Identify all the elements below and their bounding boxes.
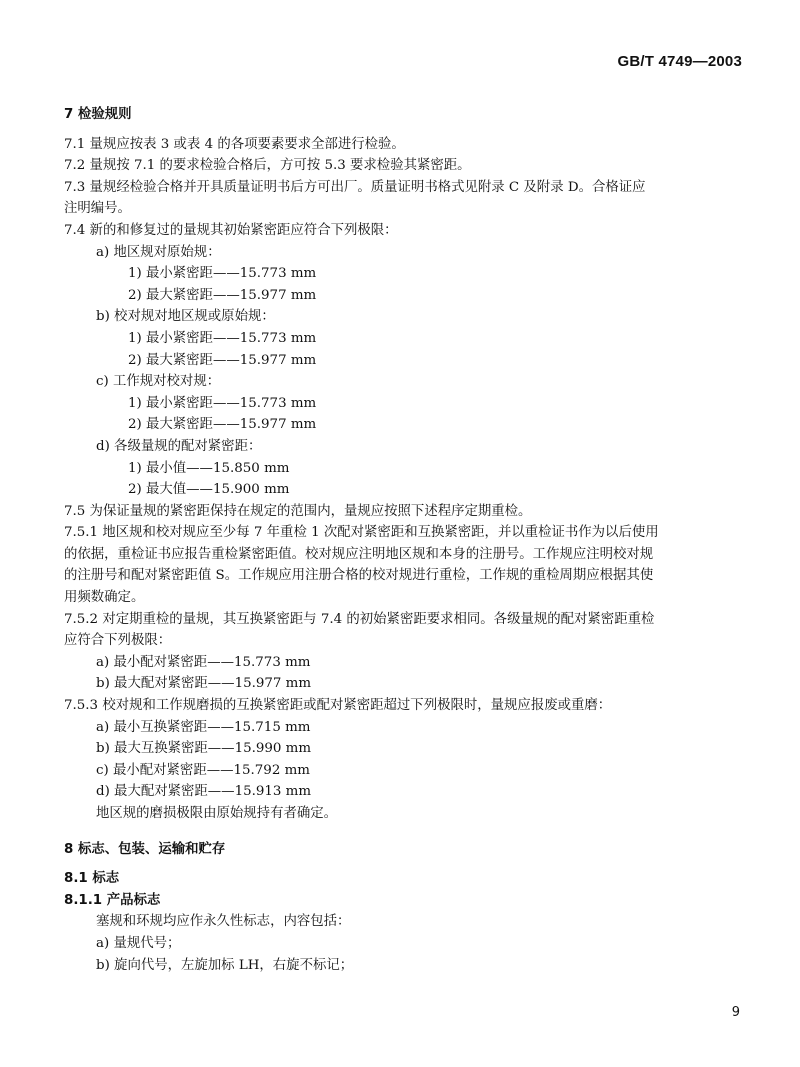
clause-7-5-3: 7.5.3 校对规和工作规磨损的互换紧密距或配对紧密距超过下列极限时，量规应报废或重磨：: [64, 698, 612, 714]
clause-7-5-1-line2: 的依据，重检证书应报告重检紧密距值。校对规应注明地区规和本身的注册号。工作规应注明校对规: [64, 546, 654, 562]
clause-7-1: 7.1 量规应按表 3 或表 4 的各项要素要求全部进行检验。: [64, 136, 405, 152]
list-item-thread-direction: b) 旋向代号，左旋加标 LH，右旋不标记；: [96, 957, 354, 973]
clause-7-5-2-line2: 应符合下列极限：: [64, 633, 172, 649]
page-number: 9: [731, 1005, 740, 1020]
list-item-max-pair-wear: d) 最大配对紧密距——15.913 mm: [96, 784, 312, 800]
clause-8-1: 8.1 标志: [64, 871, 120, 887]
clause-7-3-line1: 7.3 量规经检验合格并开具质量证明书后方可出厂。质量证明书格式见附录 C 及附录 D。合格证应: [64, 179, 646, 195]
list-item-gauge-code: a) 量规代号；: [96, 935, 181, 951]
clause-8-1-1: 8.1.1 产品标志: [64, 892, 161, 908]
list-subitem-d1: 1) 最小值——15.850 mm: [128, 460, 290, 476]
list-item-b: b) 校对规对地区规或原始规：: [96, 309, 275, 325]
clause-8-1-1-text: 塞规和环规均应作永久性标志，内容包括：: [96, 914, 351, 930]
standard-number: GB/T 4749—2003: [617, 53, 742, 70]
document-body: [64, 96, 744, 976]
list-item-max-interchange: b) 最大互换紧密距——15.990 mm: [96, 741, 312, 757]
list-item-min-pair-wear: c) 最小配对紧密距——15.792 mm: [96, 762, 311, 778]
list-item-min-interchange: a) 最小互换紧密距——15.715 mm: [96, 719, 311, 735]
list-subitem-a1: 1) 最小紧密距——15.773 mm: [128, 266, 317, 282]
list-subitem-a2: 2) 最大紧密距——15.977 mm: [128, 287, 317, 303]
clause-7-2: 7.2 量规按 7.1 的要求检验合格后，方可按 5.3 要求检验其紧密距。: [64, 158, 471, 174]
list-item-a: a) 地区规对原始规：: [96, 244, 221, 260]
list-item-max-pair: b) 最大配对紧密距——15.977 mm: [96, 676, 312, 692]
list-subitem-b2: 2) 最大紧密距——15.977 mm: [128, 352, 317, 368]
list-subitem-c1: 1) 最小紧密距——15.773 mm: [128, 395, 317, 411]
wear-limit-note: 地区规的磨损极限由原始规持有者确定。: [96, 806, 338, 821]
clause-7-5-1-line3: 的注册号和配对紧密距值 S。工作规应用注册合格的校对规进行重检，工作规的重检周期应根据其使: [64, 568, 654, 584]
clause-7-3-line2: 注明编号。: [64, 201, 131, 217]
list-item-min-pair: a) 最小配对紧密距——15.773 mm: [96, 654, 311, 670]
section-7-title: 7 检验规则: [64, 107, 132, 122]
list-subitem-d2: 2) 最大值——15.900 mm: [128, 482, 290, 498]
section-8-title: 8 标志、包装、运输和贮存: [64, 841, 226, 857]
clause-7-5-1-line1: 7.5.1 地区规和校对规应至少每 7 年重检 1 次配对紧密距和互换紧密距，并以重检证书作为以后使用: [64, 525, 659, 541]
clause-7-5-2-line1: 7.5.2 对定期重检的量规，其互换紧密距与 7.4 的初始紧密距要求相同。各级量规的配对紧密距重检: [64, 611, 655, 627]
clause-7-4: 7.4 新的和修复过的量规其初始紧密距应符合下列极限：: [64, 222, 398, 238]
list-subitem-b1: 1) 最小紧密距——15.773 mm: [128, 330, 317, 346]
clause-7-5: 7.5 为保证量规的紧密距保持在规定的范围内，量规应按照下述程序定期重检。: [64, 503, 532, 519]
list-subitem-c2: 2) 最大紧密距——15.977 mm: [128, 417, 317, 433]
clause-7-5-1-line4: 用频数确定。: [64, 590, 145, 606]
list-item-c: c) 工作规对校对规：: [96, 374, 221, 390]
list-item-d: d) 各级量规的配对紧密距：: [96, 438, 262, 454]
